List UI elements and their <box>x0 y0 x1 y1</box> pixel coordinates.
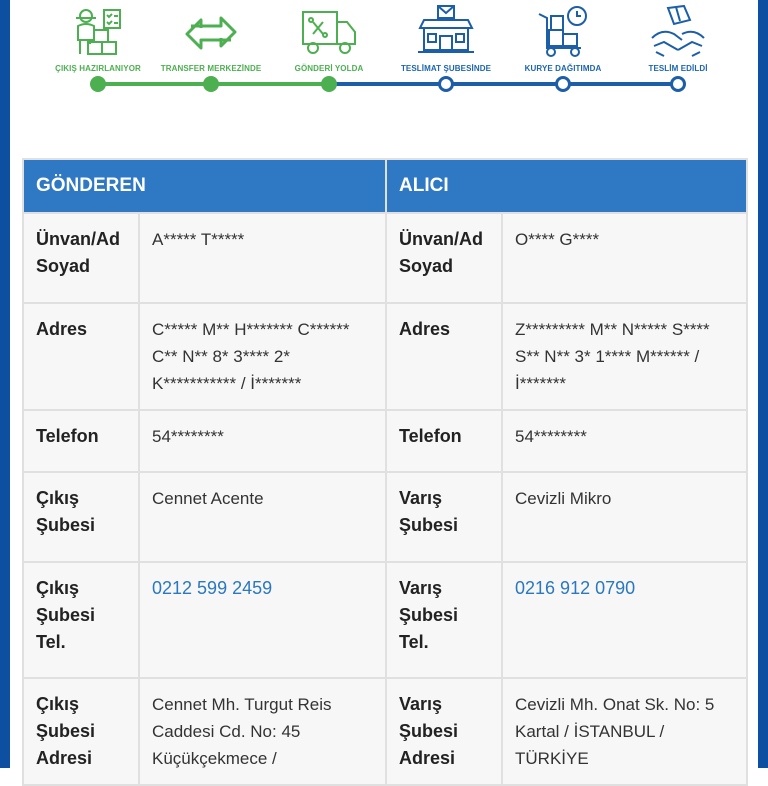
receiver-phone-label: Telefon <box>386 410 502 472</box>
receiver-address-value: Z********* M** N***** S**** S** N** 3* 1**** M****** / İ******* <box>502 303 747 410</box>
branch-building-icon <box>416 4 476 62</box>
step-node-completed <box>90 76 106 92</box>
step-delivered <box>613 0 743 73</box>
preparing-icon <box>68 4 128 62</box>
step-preparing <box>33 0 163 73</box>
progress-line-pending <box>329 82 678 86</box>
right-edge-bar <box>758 0 768 768</box>
left-edge-bar <box>0 0 10 768</box>
table-row <box>23 213 747 303</box>
receiver-name-value: O**** G**** <box>502 213 747 303</box>
sender-phone-value: 54******** <box>139 410 386 472</box>
step-label: KURYE DAĞITIMDA <box>524 64 602 73</box>
step-delivery-branch <box>381 0 511 73</box>
receiver-header: ALICI <box>386 159 747 213</box>
step-node-completed <box>203 76 219 92</box>
out-branch-label: Çıkış Şubesi <box>23 472 139 562</box>
step-node-pending <box>670 76 686 92</box>
step-courier <box>498 0 628 73</box>
in-branch-value: Cevizli Mikro <box>502 472 747 562</box>
table-row <box>23 410 747 472</box>
delivery-truck-icon <box>299 4 359 62</box>
step-transfer <box>146 0 276 73</box>
sender-phone-label: Telefon <box>23 410 139 472</box>
sender-name-value: A***** T***** <box>139 213 386 303</box>
courier-cart-icon <box>533 4 593 62</box>
shipment-tracker <box>0 0 768 100</box>
out-branch-tel-link[interactable]: 0212 599 2459 <box>139 562 386 678</box>
in-branch-label: Varış Şubesi <box>386 472 502 562</box>
out-branch-address-label: Çıkış Şubesi Adresi <box>23 678 139 785</box>
receiver-address-label: Adres <box>386 303 502 410</box>
out-branch-value: Cennet Acente <box>139 472 386 562</box>
sender-address-label: Adres <box>23 303 139 410</box>
table-row <box>23 562 747 678</box>
step-on-the-way <box>264 0 394 73</box>
step-label: TESLİMAT ŞUBESİNDE <box>400 64 492 73</box>
table-row <box>23 678 747 785</box>
in-branch-tel-label: Varış Şubesi Tel. <box>386 562 502 678</box>
step-label: TESLİM EDİLDİ <box>648 64 708 73</box>
step-node-pending <box>555 76 571 92</box>
out-branch-address-value: Cennet Mh. Turgut Reis Caddesi Cd. No: 45 Küçükçekmece / <box>139 678 386 785</box>
step-label: TRANSFER MERKEZİNDE <box>160 64 262 73</box>
sender-header: GÖNDEREN <box>23 159 386 213</box>
sender-name-label: Ünvan/Ad Soyad <box>23 213 139 303</box>
table-header-row <box>23 159 747 213</box>
step-node-pending <box>438 76 454 92</box>
out-branch-tel-label: Çıkış Şubesi Tel. <box>23 562 139 678</box>
receiver-phone-value: 54******** <box>502 410 747 472</box>
table-row <box>23 472 747 562</box>
step-label: GÖNDERİ YOLDA <box>294 64 364 73</box>
in-branch-address-label: Varış Şubesi Adresi <box>386 678 502 785</box>
step-node-completed <box>321 76 337 92</box>
sender-address-value: C***** M** H******* C****** C** N** 8* 3**** 2* K*********** / İ******* <box>139 303 386 410</box>
receiver-name-label: Ünvan/Ad Soyad <box>386 213 502 303</box>
in-branch-address-value: Cevizli Mh. Onat Sk. No: 5 Kartal / İSTANBUL / TÜRKİYE <box>502 678 747 785</box>
shipment-details-table <box>22 158 748 786</box>
table-row <box>23 303 747 410</box>
in-branch-tel-link[interactable]: 0216 912 0790 <box>502 562 747 678</box>
transfer-arrows-icon <box>181 4 241 62</box>
step-label: ÇIKIŞ HAZIRLANIYOR <box>55 64 141 73</box>
delivered-hands-icon <box>648 4 708 62</box>
